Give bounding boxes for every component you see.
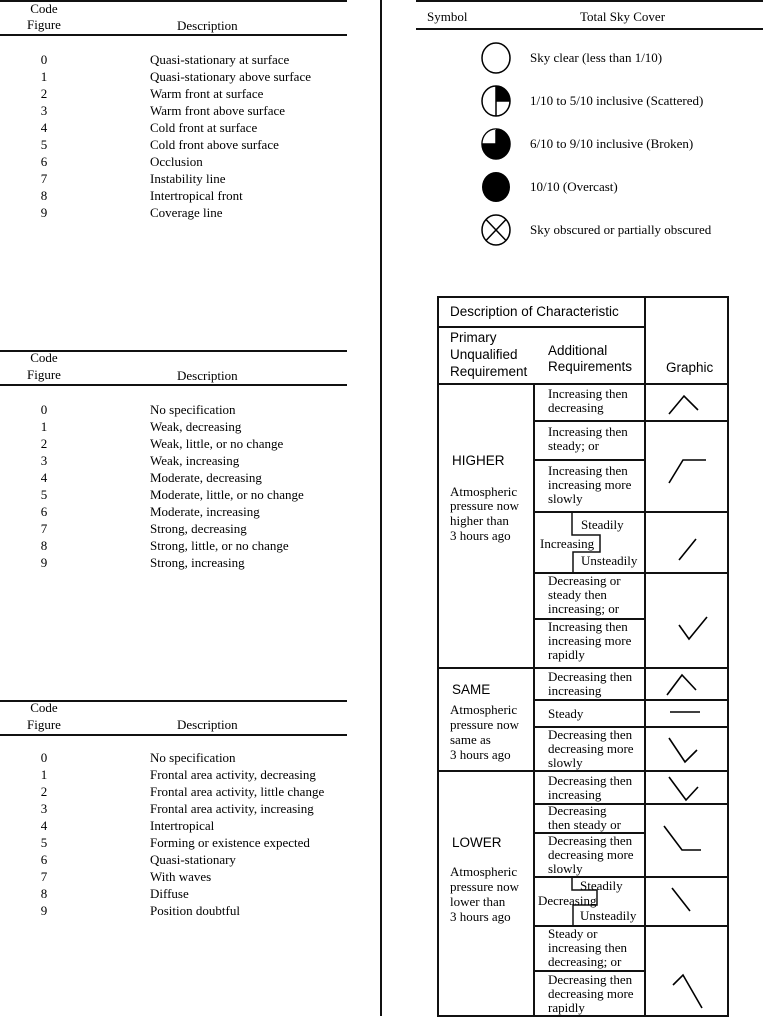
table-row	[0, 887, 347, 904]
description-header: Description	[177, 717, 238, 732]
fall-then-steady-icon	[661, 823, 703, 853]
requirement-cell	[548, 973, 634, 1015]
rise-then-steady-icon	[666, 455, 708, 487]
code-header-line1: Code	[30, 350, 58, 365]
code-description: Position doubtful	[150, 903, 240, 918]
page-column-divider	[380, 0, 382, 1016]
table-row	[0, 505, 347, 522]
code-description: Quasi-stationary	[150, 852, 236, 867]
requirement-cell	[548, 425, 628, 453]
code-figure: 3	[40, 103, 48, 118]
requirement-cell	[548, 728, 634, 770]
requirement-line: Decreasing then	[548, 972, 633, 987]
requirement-line: Decreasing	[548, 803, 607, 818]
code-figure: 8	[40, 886, 48, 901]
table-row	[0, 768, 347, 785]
row-rule	[534, 420, 729, 422]
code-description: Forming or existence expected	[150, 835, 310, 850]
code-header-line2: Figure	[27, 367, 61, 382]
requirement-line: Increasing then	[548, 424, 628, 439]
requirement-line: decreasing more	[548, 847, 634, 862]
code-figure: 2	[40, 86, 48, 101]
requirement-line: Decreasing then	[548, 833, 633, 848]
code-description: Frontal area activity, decreasing	[150, 767, 316, 782]
requirement-line: then steady or	[548, 817, 621, 832]
sky-broken-icon	[481, 128, 511, 160]
symbol-header: Symbol	[427, 9, 468, 24]
code-figure: 2	[40, 784, 48, 799]
header-rule	[0, 734, 347, 736]
rise-then-fall-icon	[666, 388, 702, 416]
group-label-same: SAME	[452, 682, 491, 697]
code-description: Intertropical front	[150, 188, 243, 203]
code-figure: 5	[40, 835, 48, 850]
code-figure: 9	[40, 205, 48, 220]
sky-broken-label: 6/10 to 9/10 inclusive (Broken)	[530, 136, 694, 151]
group-note-same-1: Atmospheric	[450, 702, 518, 717]
table-row	[0, 437, 347, 454]
header-rule	[0, 34, 347, 36]
fall-then-rise-icon	[666, 734, 700, 766]
requirement-cell	[548, 774, 632, 802]
falling-line-icon	[668, 884, 694, 914]
characteristic-title: Description of Characteristic	[450, 304, 619, 319]
table-row	[0, 121, 347, 138]
requirement-line: increasing	[548, 787, 602, 802]
code-figure: 3	[40, 453, 48, 468]
table-border-bottom	[438, 1015, 729, 1017]
header-rule	[0, 384, 347, 386]
requirement-line: steady; or	[548, 438, 599, 453]
requirement-cell	[548, 927, 627, 969]
fall-then-rise-icon	[666, 774, 700, 804]
requirement-cell	[548, 670, 632, 698]
table-row	[0, 471, 347, 488]
code-figure: 6	[40, 852, 48, 867]
header-rule	[416, 28, 763, 30]
requirement-line: increasing then	[548, 940, 628, 955]
fall-then-rise-sharp-icon	[676, 613, 710, 643]
table-row	[0, 853, 347, 870]
code-figure: 8	[40, 188, 48, 203]
code-figure: 4	[40, 470, 48, 485]
sky-obscured-icon	[481, 214, 511, 246]
primary-header-3: Requirement	[450, 364, 528, 379]
code-description: Weak, decreasing	[150, 419, 242, 434]
group-note-higher-4: 3 hours ago	[450, 528, 511, 543]
code-header-line1: Code	[30, 700, 58, 715]
requirement-line: slowly	[548, 491, 583, 506]
code-description: Frontal area activity, increasing	[150, 801, 314, 816]
additional-header-2: Requirements	[548, 359, 633, 374]
code-figure: 5	[40, 487, 48, 502]
requirement-line: Decreasing then	[548, 773, 633, 788]
code-figure: 7	[40, 521, 48, 536]
code-description: Quasi-stationary at surface	[150, 52, 290, 67]
code-figure: 6	[40, 504, 48, 519]
table-border-right	[727, 296, 729, 1017]
bracket-main-label: Increasing	[540, 536, 595, 551]
sky-cover-header: Total Sky Cover	[580, 9, 666, 24]
requirement-line: decreasing more	[548, 986, 634, 1001]
bracket-main-label: Decreasing	[538, 893, 597, 908]
code-description: Intertropical	[150, 818, 215, 833]
group-note-higher-2: pressure now	[450, 498, 519, 513]
code-description: Warm front above surface	[150, 103, 286, 118]
description-header: Description	[177, 18, 238, 33]
code-figure: 6	[40, 154, 48, 169]
steady-line-icon	[668, 708, 702, 716]
requirement-line: decreasing; or	[548, 954, 622, 969]
code-description: Warm front at surface	[150, 86, 264, 101]
table-top-rule	[416, 0, 763, 2]
requirement-line: Steady or	[548, 926, 598, 941]
code-figure: 2	[40, 436, 48, 451]
code-figure: 8	[40, 538, 48, 553]
code-description: Cold front at surface	[150, 120, 258, 135]
code-figure: 1	[40, 767, 48, 782]
row-rule	[534, 459, 645, 461]
code-description: Cold front above surface	[150, 137, 279, 152]
requirement-line: Increasing then	[548, 386, 628, 401]
group-note-lower-2: pressure now	[450, 879, 519, 894]
sky-overcast-label: 10/10 (Overcast)	[530, 179, 618, 194]
code-figure: 7	[40, 171, 48, 186]
table-row	[0, 53, 347, 70]
table-row	[0, 870, 347, 887]
table-row	[0, 488, 347, 505]
code-description: Strong, decreasing	[150, 521, 247, 536]
sky-overcast-icon	[481, 171, 511, 203]
requirement-line: Increasing then	[548, 619, 628, 634]
row-rule	[534, 699, 729, 701]
requirement-line: steady then	[548, 587, 607, 602]
code-description: Quasi-stationary above surface	[150, 69, 311, 84]
table-row	[0, 819, 347, 836]
bracket-top-label: Steadily	[581, 517, 624, 532]
requirement-line: slowly	[548, 861, 583, 876]
bracket-top-label: Steadily	[580, 878, 623, 893]
rising-line-icon	[676, 535, 702, 563]
description-header: Description	[177, 368, 238, 383]
requirement-line: slowly	[548, 755, 583, 770]
sky-scattered-label: 1/10 to 5/10 inclusive (Scattered)	[530, 93, 704, 108]
code-figure: 7	[40, 869, 48, 884]
table-row	[0, 420, 347, 437]
rise-then-fall-icon	[664, 669, 700, 697]
code-figure: 0	[40, 402, 48, 417]
group-note-lower-4: 3 hours ago	[450, 909, 511, 924]
table-row	[0, 751, 347, 768]
requirement-line: decreasing	[548, 400, 604, 415]
group-rule-lower	[438, 770, 729, 772]
table-row	[0, 104, 347, 121]
requirement-cell	[548, 574, 621, 616]
requirement-cell	[548, 834, 634, 876]
table-row	[0, 522, 347, 539]
table-row	[0, 189, 347, 206]
requirement-cell	[548, 620, 631, 662]
header-rule	[438, 383, 729, 385]
requirement-line: rapidly	[548, 1000, 585, 1015]
additional-header-1: Additional	[548, 343, 608, 358]
rise-then-fall-sharp-icon	[670, 970, 706, 1012]
requirement-line: increasing; or	[548, 601, 620, 616]
group-note-same-4: 3 hours ago	[450, 747, 511, 762]
primary-header-1: Primary	[450, 330, 497, 345]
code-header-line2: Figure	[27, 717, 61, 732]
code-figure: 0	[40, 750, 48, 765]
requirement-line: Steady	[548, 706, 584, 721]
code-description: Frontal area activity, little change	[150, 784, 325, 799]
code-description: Weak, little, or no change	[150, 436, 284, 451]
group-note-higher-1: Atmospheric	[450, 484, 518, 499]
table-row	[0, 155, 347, 172]
code-header-line1: Code	[30, 1, 58, 16]
title-rule	[438, 326, 645, 328]
code-description: Moderate, increasing	[150, 504, 260, 519]
sky-scattered-icon	[481, 85, 511, 117]
bracket-bottom-label: Unsteadily	[580, 908, 637, 923]
sky-obscured-label: Sky obscured or partially obscured	[530, 222, 712, 237]
code-figure: 9	[40, 555, 48, 570]
code-description: Moderate, little, or no change	[150, 487, 304, 502]
table-row	[0, 87, 347, 104]
requirement-line: Increasing then	[548, 463, 628, 478]
code-header-line2: Figure	[27, 17, 61, 32]
code-description: Moderate, decreasing	[150, 470, 262, 485]
bracket-bottom-label: Unsteadily	[581, 553, 638, 568]
code-description: No specification	[150, 750, 236, 765]
group-note-lower-1: Atmospheric	[450, 864, 518, 879]
group-note-higher-3: higher than	[450, 513, 509, 528]
code-description: Weak, increasing	[150, 453, 240, 468]
code-description: Strong, little, or no change	[150, 538, 289, 553]
requirement-cell	[548, 464, 631, 506]
requirement-line: increasing more	[548, 633, 632, 648]
group-label-higher: HIGHER	[452, 453, 505, 468]
sky-clear-icon	[481, 42, 511, 74]
requirement-cell	[548, 707, 583, 721]
requirement-line: decreasing more	[548, 741, 634, 756]
group-note-same-2: pressure now	[450, 717, 519, 732]
code-description: Strong, increasing	[150, 555, 245, 570]
requirement-line: Decreasing or	[548, 573, 621, 588]
requirement-cell	[548, 804, 621, 832]
requirement-line: Decreasing then	[548, 669, 633, 684]
table-row	[0, 904, 347, 921]
primary-header-2: Unqualified	[450, 347, 518, 362]
table-row	[0, 802, 347, 819]
table-row	[0, 539, 347, 556]
group-note-same-3: same as	[450, 732, 491, 747]
code-description: With waves	[150, 869, 212, 884]
requirement-line: rapidly	[548, 647, 585, 662]
requirement-line: Decreasing then	[548, 727, 633, 742]
table-row	[0, 556, 347, 573]
requirement-line: increasing	[548, 683, 602, 698]
code-figure: 4	[40, 120, 48, 135]
code-figure: 3	[40, 801, 48, 816]
table-border-top	[438, 296, 729, 298]
table-row	[0, 454, 347, 471]
table-row	[0, 172, 347, 189]
code-figure: 4	[40, 818, 48, 833]
requirement-cell	[548, 387, 628, 415]
sky-clear-label: Sky clear (less than 1/10)	[530, 50, 663, 65]
code-description: Diffuse	[150, 886, 189, 901]
code-figure: 1	[40, 419, 48, 434]
code-figure: 9	[40, 903, 48, 918]
code-figure: 5	[40, 137, 48, 152]
table-row	[0, 138, 347, 155]
table-row	[0, 836, 347, 853]
code-figure: 0	[40, 52, 48, 67]
code-description: No specification	[150, 402, 236, 417]
code-description: Occlusion	[150, 154, 203, 169]
table-row	[0, 70, 347, 87]
requirement-line: increasing more	[548, 477, 632, 492]
table-row	[0, 206, 347, 223]
code-figure: 1	[40, 69, 48, 84]
code-description: Coverage line	[150, 205, 223, 220]
group-label-lower: LOWER	[452, 835, 502, 850]
group-note-lower-3: lower than	[450, 894, 506, 909]
table-row	[0, 785, 347, 802]
table-border-left	[437, 296, 439, 1017]
graphic-header: Graphic	[666, 360, 714, 375]
table-row	[0, 403, 347, 420]
code-description: Instability line	[150, 171, 226, 186]
